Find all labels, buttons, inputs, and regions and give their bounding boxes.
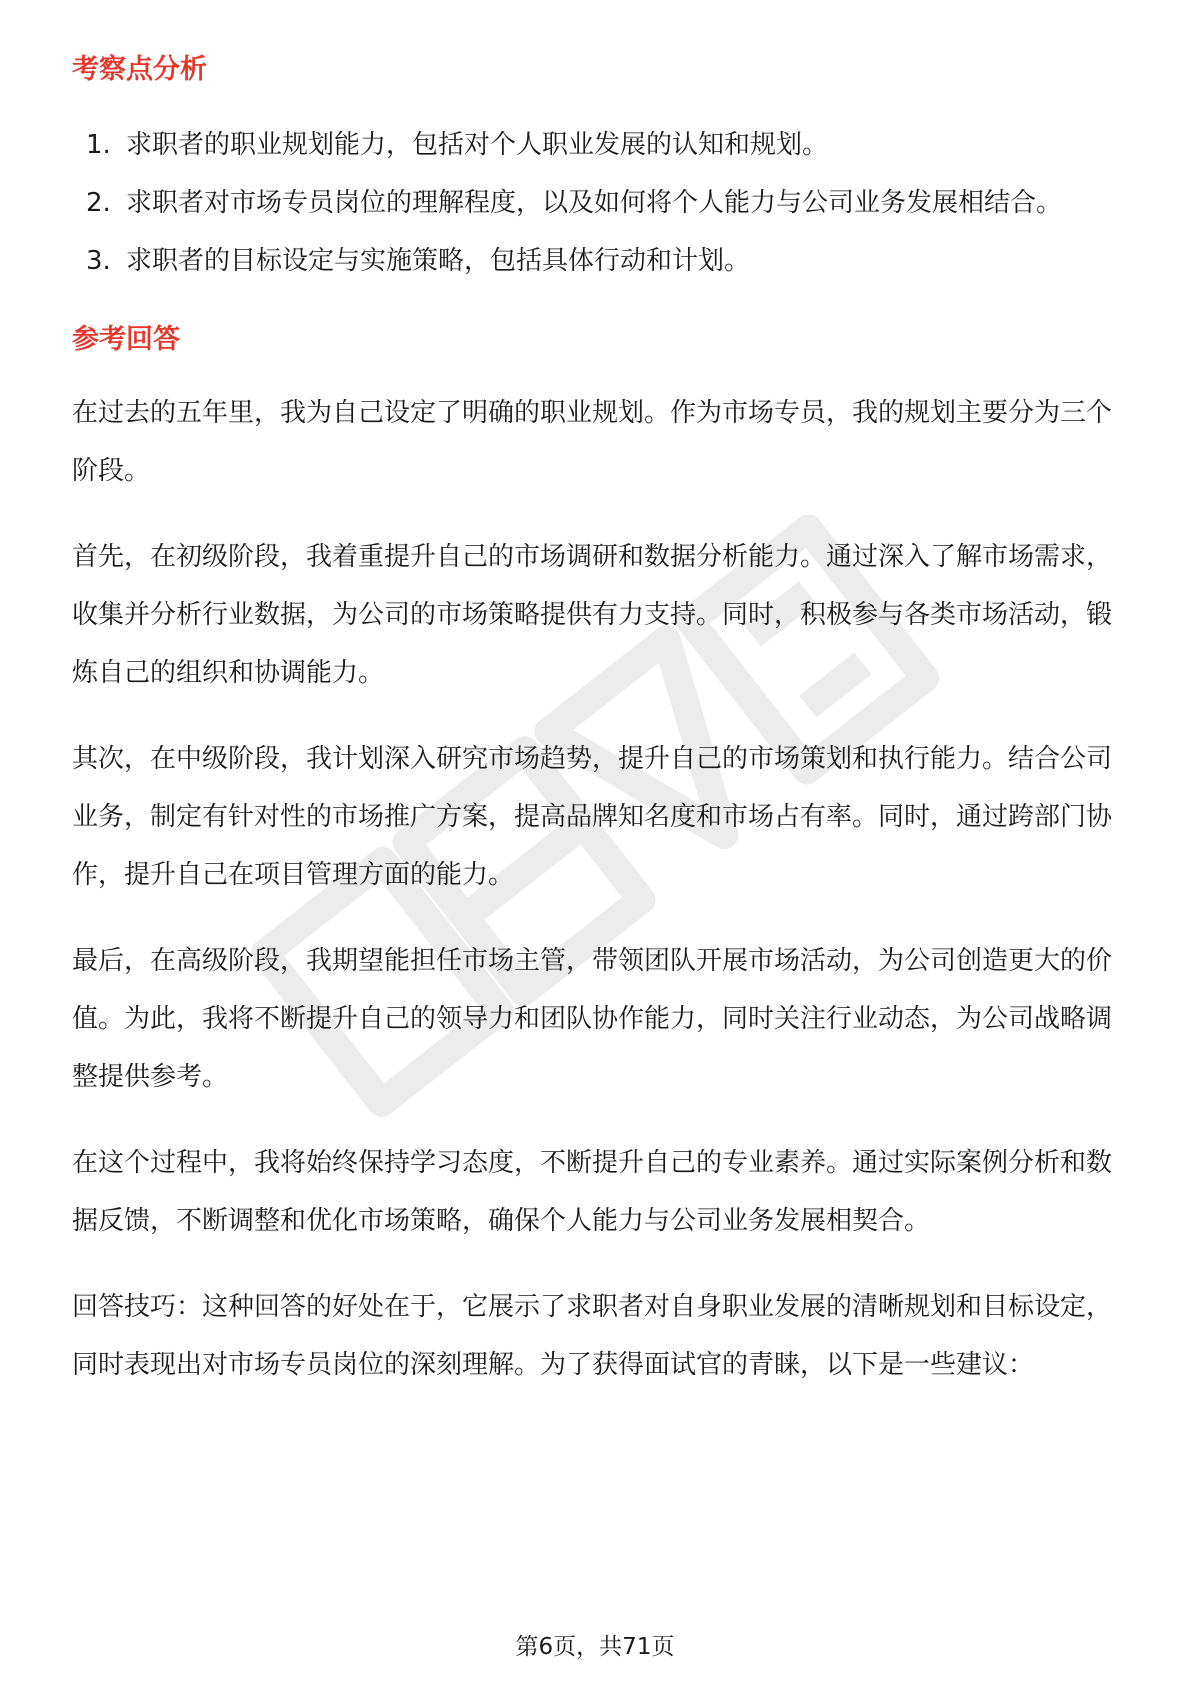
answer-paragraph: 首先，在初级阶段，我着重提升自己的市场调研和数据分析能力。通过深入了解市场需求，收集并分析行业数据，为公司的市场策略提供有力支持。同时，积极参与各类市场活动，锻炼自己的组织和协调能力。 — [72, 542, 1113, 688]
answer-paragraph: 在过去的五年里，我为自己设定了明确的职业规划。作为市场专员，我的规划主要分为三个阶段。 — [72, 398, 1113, 486]
page-content — [72, 46, 1122, 1394]
list-item-number: 2. — [86, 188, 111, 218]
answer-paragraph: 在这个过程中，我将始终保持学习态度，不断提升自己的专业素养。通过实际案例分析和数据反馈，不断调整和优化市场策略，确保个人能力与公司业务发展相契合。 — [72, 1148, 1113, 1236]
analysis-points-list — [72, 116, 1122, 290]
list-item — [72, 116, 1122, 174]
list-item-number: 1. — [86, 130, 111, 160]
list-item-text: 求职者的目标设定与实施策略，包括具体行动和计划。 — [126, 246, 751, 276]
list-item-text: 求职者的职业规划能力，包括对个人职业发展的认知和规划。 — [126, 130, 829, 160]
answer-paragraph: 最后，在高级阶段，我期望能担任市场主管，带领团队开展市场活动，为公司创造更大的价值。为此，我将不断提升自己的领导力和团队协作能力，同时关注行业动态，为公司战略调整提供参考。 — [72, 946, 1113, 1092]
answer-tips-paragraph: 回答技巧：这种回答的好处在于，它展示了求职者对自身职业发展的清晰规划和目标设定，同时表现出对市场专员岗位的深刻理解。为了获得面试官的青睐，以下是一些建议： — [72, 1292, 1113, 1380]
analysis-section-title: 考察点分析 — [72, 54, 207, 85]
list-item — [72, 232, 1122, 290]
list-item — [72, 174, 1122, 232]
list-item-number: 3. — [86, 246, 111, 276]
page-number-footer: 第6页，共71页 — [515, 1634, 675, 1660]
answer-paragraph: 其次，在中级阶段，我计划深入研究市场趋势，提升自己的市场策划和执行能力。结合公司业务，制定有针对性的市场推广方案，提高品牌知名度和市场占有率。同时，通过跨部门协作，提升自己在项目管理方面的能力。 — [72, 744, 1113, 890]
list-item-text: 求职者对市场专员岗位的理解程度，以及如何将个人能力与公司业务发展相结合。 — [126, 188, 1063, 218]
answer-section-title: 参考回答 — [72, 324, 180, 355]
